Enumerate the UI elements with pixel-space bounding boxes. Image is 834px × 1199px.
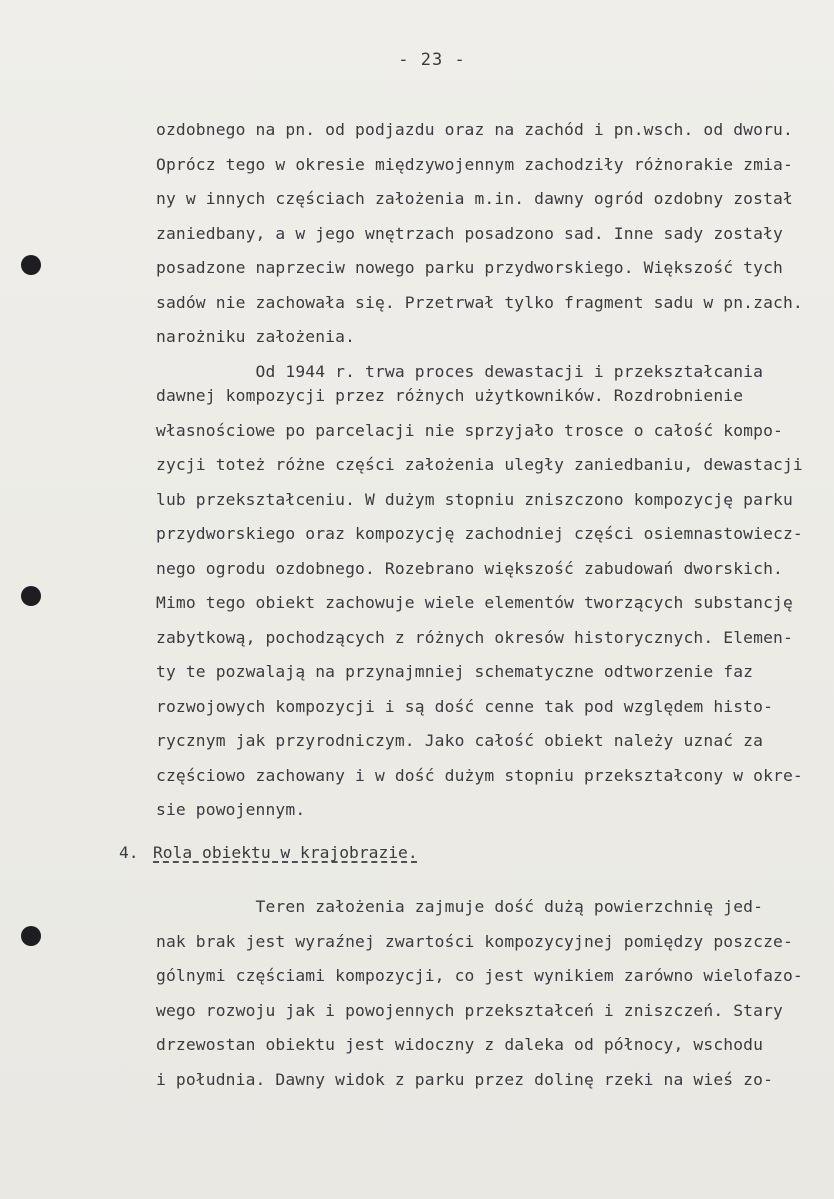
text-line: wego rozwoju jak i powojennych przekształceń i zniszczeń. Stary [156, 1001, 783, 1020]
text-line: częściowo zachowany i w dość dużym stopniu przekształcony w okre- [156, 766, 803, 785]
text-line: ty te pozwalają na przynajmniej schematyczne odtworzenie faz [156, 662, 754, 681]
text-line: i południa. Dawny widok z parku przez dolinę rzeki na wieś zo- [156, 1070, 774, 1089]
text-line: sie powojennym. [156, 800, 306, 819]
punch-hole [21, 586, 41, 606]
text-line: Teren założenia zajmuje dość dużą powierzchnię jed- [156, 897, 764, 916]
text-line: sadów nie zachowała się. Przetrwał tylko fragment sadu w pn.zach. [156, 293, 803, 312]
text-line: Od 1944 r. trwa proces dewastacji i przekształcania [156, 362, 764, 381]
text-line: zaniedbany, a w jego wnętrzach posadzono sad. Inne sady zostały [156, 224, 783, 243]
text-line: narożniku założenia. [156, 327, 356, 346]
text-line: dawnej kompozycji przez różnych użytkowników. Rozdrobnienie [156, 386, 744, 405]
section-number: 4. [119, 843, 139, 862]
text-line: Mimo tego obiekt zachowuje wiele elementów tworzących substancję [156, 593, 793, 612]
text-line: zabytkową, pochodzących z różnych okresów historycznych. Elemen- [156, 628, 793, 647]
text-line: nego ogrodu ozdobnego. Rozebrano większość zabudowań dworskich. [156, 559, 783, 578]
text-line: ny w innych częściach założenia m.in. dawny ogród ozdobny został [156, 189, 793, 208]
text-line: własnościowe po parcelacji nie sprzyjało trosce o całość kompo- [156, 421, 783, 440]
text-line: ozdobnego na pn. od podjazdu oraz na zachód i pn.wsch. od dworu. [156, 120, 793, 139]
text-line: rozwojowych kompozycji i są dość cenne tak pod względem histo- [156, 697, 774, 716]
punch-hole [21, 926, 41, 946]
text-line: gólnymi częściami kompozycji, co jest wynikiem zarówno wielofazo- [156, 966, 803, 985]
text-line: rycznym jak przyrodniczym. Jako całość obiekt należy uznać za [156, 731, 764, 750]
text-line: posadzone naprzeciw nowego parku przydworskiego. Większość tych [156, 258, 783, 277]
section-heading [119, 843, 418, 862]
section-title: Rola obiektu w krajobrazie. [153, 843, 418, 862]
text-line: zycji toteż różne części założenia uległy zaniedbaniu, dewastacji [156, 455, 803, 474]
text-line: Oprócz tego w okresie międzywojennym zachodziły różnorakie zmia- [156, 155, 793, 174]
text-line: drzewostan obiektu jest widoczny z daleka od północy, wschodu [156, 1035, 764, 1054]
page-number: - 23 - [398, 50, 466, 70]
text-line: przydworskiego oraz kompozycję zachodniej części osiemnastowiecz- [156, 524, 803, 543]
text-line: lub przekształceniu. W dużym stopniu zniszczono kompozycję parku [156, 490, 793, 509]
text-line: nak brak jest wyraźnej zwartości kompozycyjnej pomiędzy poszcze- [156, 932, 793, 951]
punch-hole [21, 255, 41, 275]
